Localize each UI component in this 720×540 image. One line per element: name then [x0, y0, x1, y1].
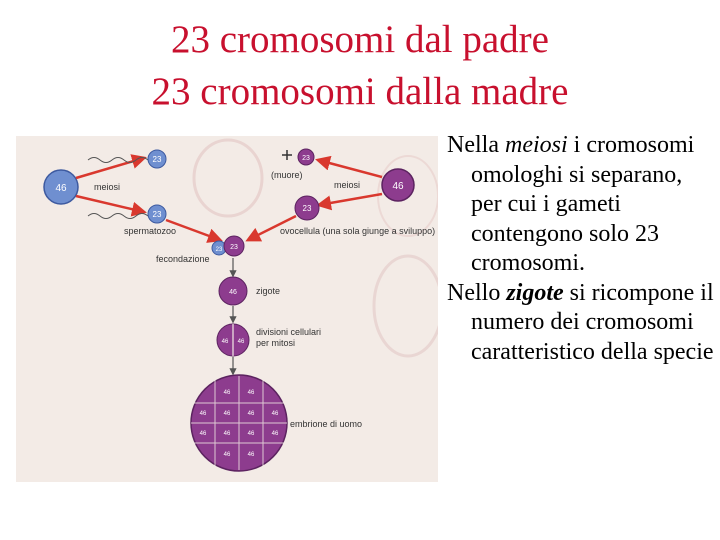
- embryo-cell-label: 46: [271, 431, 279, 437]
- two-cell-label-right: 46: [237, 339, 245, 345]
- label-meiosi-right: meiosi: [334, 180, 361, 190]
- explanation-text: [447, 131, 715, 367]
- paragraph-zigote: [447, 279, 715, 368]
- embryo-cell-label: 46: [247, 411, 255, 417]
- label-spermatozoo: spermatozoo: [124, 226, 177, 236]
- embryo-cell-label: 46: [223, 411, 231, 417]
- father-cell-label: 46: [55, 183, 67, 194]
- embryo-cell-label: 46: [247, 431, 255, 437]
- embryo-cell-label: 46: [199, 431, 207, 437]
- p1-post: i cromosomi omologhi si separano, per cui i gameti contengono solo 23 cromosomi.: [471, 132, 695, 276]
- egg-label: 23: [302, 204, 312, 213]
- label-muore: (muore): [271, 170, 303, 180]
- title-line-1: 23 cromosomi dal padre: [171, 18, 549, 61]
- embryo-cell-label: 46: [247, 452, 255, 458]
- embryo-cell-label: 46: [247, 390, 255, 396]
- mother-cell-label: 46: [392, 181, 404, 192]
- egg-dead-label: 23: [302, 155, 310, 162]
- label-zigote: zigote: [256, 286, 281, 296]
- p1-term: meiosi: [504, 132, 568, 158]
- label-embrione: embrione di uomo: [290, 419, 363, 429]
- fusion-egg-label: 23: [230, 244, 238, 251]
- sperm-bottom-label: 23: [152, 210, 162, 219]
- p2-term: zigote: [506, 279, 564, 306]
- embryo-cell-label: 46: [223, 390, 231, 396]
- label-divisione-line2: per mitosi: [256, 338, 296, 348]
- label-ovocellula: [280, 226, 435, 236]
- two-cell-label-left: 46: [221, 339, 229, 345]
- embryo-cell-label: 46: [199, 411, 207, 417]
- label-fecondazione: fecondazione: [156, 254, 210, 264]
- embryo-cell-label: 46: [223, 452, 231, 458]
- label-ovocellula-text: ovocellula (una sola giunge a sviluppo): [280, 226, 436, 236]
- p2-post: si ricompone il numero dei cromosomi caratteristico della specie: [471, 279, 714, 365]
- embryo: [191, 375, 287, 471]
- sperm-top-label: 23: [152, 155, 162, 164]
- label-meiosi-left: meiosi: [94, 182, 121, 192]
- label-divisione-line1: divisioni cellulari: [256, 327, 322, 337]
- zygote-label: 46: [229, 289, 237, 296]
- p1-pre: Nella: [447, 132, 505, 158]
- embryo-cell-label: 46: [271, 411, 279, 417]
- embryo-cell-label: 46: [223, 431, 231, 437]
- p2-pre: Nello: [447, 279, 507, 306]
- paragraph-meiosi: [447, 131, 715, 279]
- fusion-sperm-label: 23: [215, 247, 223, 253]
- meiosis-diagram: [16, 136, 438, 482]
- title-line-2: 23 cromosomi dalla madre: [151, 70, 569, 113]
